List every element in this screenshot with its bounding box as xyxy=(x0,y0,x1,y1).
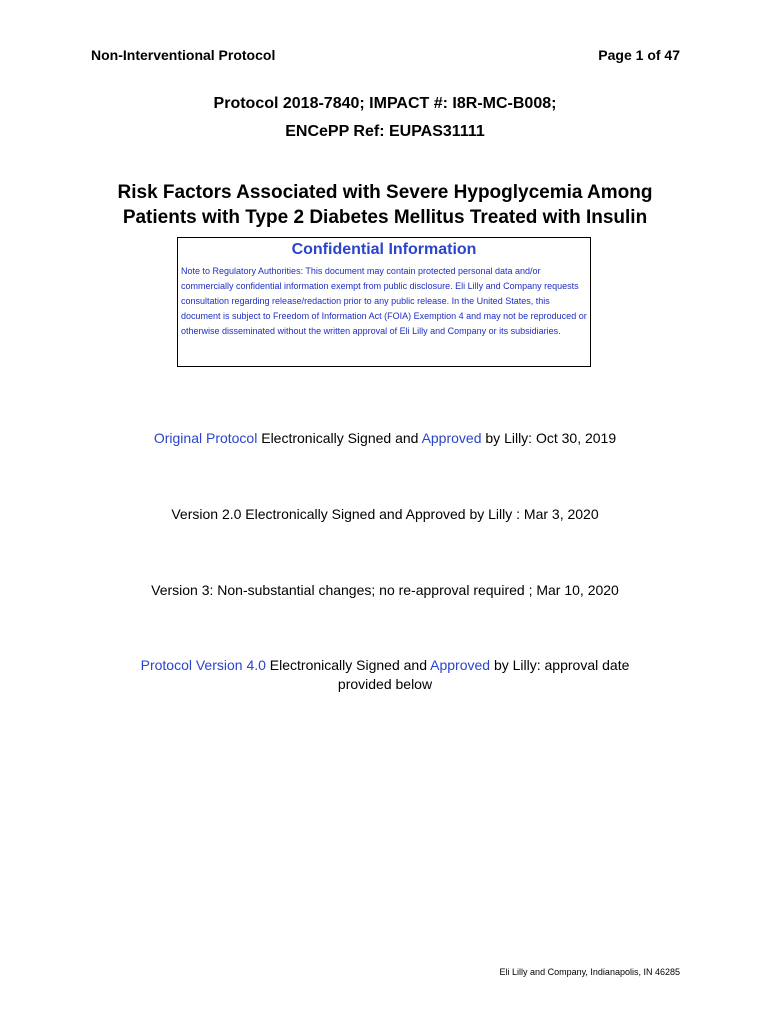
confidential-heading: Confidential Information xyxy=(291,241,477,258)
original-protocol-signature xyxy=(0,429,770,448)
protocol-version-4-link[interactable]: Protocol Version 4.0 xyxy=(140,657,266,673)
page-number: Page 1 of 47 xyxy=(598,47,680,63)
approved-link[interactable]: Approved xyxy=(430,657,491,673)
signature-date-text: by Lilly: approval date xyxy=(490,657,630,673)
company-footer: Eli Lilly and Company, Indianapolis, IN 46285 xyxy=(499,967,680,977)
page-header xyxy=(91,47,680,67)
signature-text: Electronically Signed and xyxy=(265,657,431,673)
signature-date-text: by Lilly: Oct 30, 2019 xyxy=(481,430,617,446)
version-2-signature: Version 2.0 Electronically Signed and Approved by Lilly : Mar 3, 2020 xyxy=(171,506,599,522)
title-line-2: Patients with Type 2 Diabetes Mellitus Treated with Insulin xyxy=(122,207,648,228)
encepp-reference: ENCePP Ref: EUPAS31111 xyxy=(285,123,485,140)
original-protocol-link[interactable]: Original Protocol xyxy=(153,430,258,446)
document-type-label: Non-Interventional Protocol xyxy=(91,47,276,63)
version-4-line-1 xyxy=(0,656,770,675)
title-line-1: Risk Factors Associated with Severe Hypoglycemia Among xyxy=(117,182,653,203)
version-4-signature xyxy=(0,656,770,694)
document-title xyxy=(0,180,770,230)
protocol-number: Protocol 2018-7840; IMPACT #: I8R-MC-B008; xyxy=(213,95,557,112)
confidential-note: Note to Regulatory Authorities: This document may contain protected personal data and/or commercially confidential information exempt from public disclosure. Eli Lilly and Company requests consultation regarding release/redaction prior to any public release. In the United States, this document is subject to Freedom of Information Act (FOIA) Exemption 4 and may not be reproduced or otherwise disseminated without the written approval of Eli Lilly and Company or its subsidiaries. xyxy=(181,266,587,336)
approved-link[interactable]: Approved xyxy=(421,430,482,446)
confidential-notice-box xyxy=(177,237,591,367)
version-3-note: Version 3: Non-substantial changes; no re-approval required ; Mar 10, 2020 xyxy=(151,582,619,598)
version-4-line-2: provided below xyxy=(337,676,433,692)
signature-text: Electronically Signed and xyxy=(257,430,422,446)
